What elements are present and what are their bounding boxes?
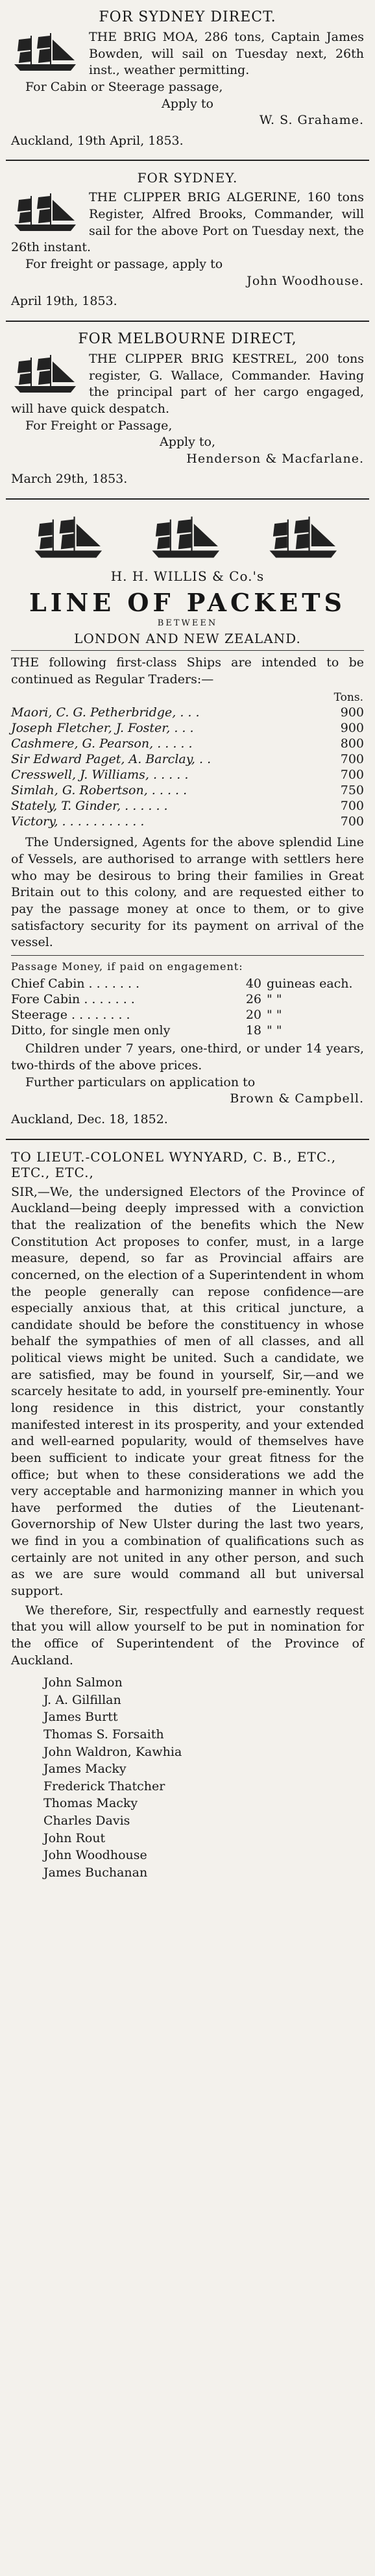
signatory: Frederick Thatcher (43, 1779, 165, 1793)
ad-heading: FOR MELBOURNE DIRECT, (78, 330, 297, 347)
ad-apply-to: Apply to, (159, 435, 215, 450)
ship-name: Simlah, G. Robertson, . . . . . (11, 783, 187, 798)
newspaper-column (6, 0, 369, 1888)
table-row (11, 783, 364, 798)
signatory: J. A. Gilfillan (43, 1692, 121, 1707)
fare-amount: 40 (245, 977, 261, 991)
table-row (11, 720, 364, 736)
ship-tons: 700 (340, 799, 364, 814)
fare-label: Ditto, for single men only (11, 1023, 171, 1038)
ad-apply-line: For Freight or Passage, (25, 418, 173, 433)
ad-date: Auckland, Dec. 18, 1852. (11, 1112, 168, 1127)
ad-heading: FOR SYDNEY DIRECT. (99, 9, 276, 25)
divider (6, 498, 369, 500)
ship-name: Cashmere, G. Pearson, . . . . . (11, 736, 193, 751)
advert-sydney-direct (6, 4, 369, 156)
signatory: John Waldron, Kawhia (43, 1744, 182, 1759)
signatory: James Burtt (43, 1710, 118, 1725)
ship-tons: 700 (340, 814, 364, 829)
divider (6, 1139, 369, 1140)
table-row (11, 814, 364, 829)
signatory: Charles Davis (43, 1813, 130, 1828)
intro-text: THE following first-class Ships are intended to be continued as Regular Traders:— (11, 655, 364, 687)
table-row (11, 1007, 364, 1023)
fare-label: Steerage . . . . . . . . (11, 1008, 130, 1023)
fare-unit: guineas each. (267, 977, 353, 991)
address-para-2: We therefore, Sir, respectfully and earnestly request that you will allow yourself to be put in nomination for the office of Superintendent of the Province of Auckland. (11, 1603, 364, 1668)
ad-apply-to: Apply to (162, 96, 213, 111)
table-row (11, 751, 364, 767)
signatory: Thomas S. Forsaith (43, 1727, 164, 1742)
fare-unit: " " (267, 1008, 282, 1023)
signatory: John Salmon (43, 1675, 123, 1690)
ad-body: THE CLIPPER BRIG ALGERINE, 160 tons Register, Alfred Brooks, Commander, will sail for the above Port on Tuesday next, the 26th instant. (11, 190, 364, 255)
between-label: BETWEEN (157, 618, 218, 629)
ad-body: THE BRIG MOA, 286 tons, Captain James Bowden, will sail on Tuesday next, 26th inst., weather permitting. (89, 30, 364, 78)
signatories-list (43, 1674, 364, 1881)
ship-icon (31, 513, 109, 565)
ship-icon (11, 191, 82, 236)
ad-agent: John Woodhouse. (247, 273, 364, 288)
ship-icon (266, 513, 344, 565)
ship-icon (149, 513, 226, 565)
passage-header: Passage Money, if paid on engagement: (11, 960, 243, 973)
fare-label: Fore Cabin . . . . . . . (11, 992, 135, 1007)
ships-illustration (11, 513, 364, 565)
ship-name: Sir Edward Paget, A. Barclay, . . (11, 752, 212, 767)
ad-heading: FOR SYDNEY. (137, 170, 238, 186)
address-para-1: SIR,—We, the undersigned Electors of the Province of Auckland—being deeply impressed with a conviction that the realization of the benefits which the New Constitution Act proposes to confer, must, in a large measure, depend, so far as Provincial affairs are concerned, on the election of a Superintendent in whom the people generally can repose confidence—are especially anxious that, at this critical juncture, a candidate should be before the constituency in whose behalf the sympathies of men of all classes, and all political views might be united. Such a candidate, we are satisfied, may be found in yourself, Sir,—and we scarcely hesitate to add, in yourself pre-eminently. Your long residence in this district, your constantly manifested interest in its prosperity, and your extended and well-earned popularity, would of themselves have been sufficient to indicate your great fitness for the office; but when to these considerations we add the very acceptable and harmonizing manner in which you have performed the duties of the Lieutenant-Governorship of New Ulster during the last two years, we find in you a combination of qualifications such as certainly are not united in any other person, and such as we are sure would command all but universal support. (11, 1184, 364, 1599)
fares-table (11, 976, 364, 1038)
ship-tons: 750 (340, 783, 364, 798)
ad-apply-line: For freight or passage, apply to (25, 257, 223, 272)
ship-icon (11, 352, 82, 398)
divider (6, 160, 369, 161)
tons-header: Tons. (333, 691, 363, 705)
fare-amount: 26 (245, 992, 261, 1007)
table-row (11, 976, 364, 991)
ships-table (11, 690, 364, 829)
ship-tons: 700 (340, 768, 364, 783)
address-to-wynyard (6, 1144, 369, 1888)
signatory: John Rout (43, 1830, 106, 1845)
undersigned-text: The Undersigned, Agents for the above splendid Line of Vessels, are authorised to arrange with settlers here who may be desirous to bring their families in Great Britain out to this colony, and are requested either to pay the passage money at once to them, or to give satisfactory security for its payment on arrival of the vessel. (11, 835, 364, 950)
fare-amount: 20 (245, 1008, 261, 1023)
address-heading: TO LIEUT.-COLONEL WYNYARD, C. B., ETC., ETC., ETC., (11, 1148, 337, 1180)
divider (6, 321, 369, 322)
fare-unit: " " (267, 992, 282, 1007)
ship-icon (11, 30, 82, 76)
table-row (11, 798, 364, 814)
divider (11, 650, 364, 651)
table-row (11, 736, 364, 751)
signatory: James Buchanan (43, 1865, 148, 1880)
signatory: John Woodhouse (43, 1848, 147, 1863)
company-name: H. H. WILLIS & Co.'s (110, 568, 265, 585)
ship-tons: 900 (340, 705, 364, 720)
fare-label: Chief Cabin . . . . . . . (11, 977, 140, 991)
ship-name: Maori, C. G. Petherbridge, . . . (11, 705, 200, 720)
ad-date: April 19th, 1853. (11, 294, 117, 309)
ad-date: March 29th, 1853. (11, 472, 128, 487)
signatory: Thomas Macky (43, 1796, 138, 1811)
divider (11, 955, 364, 956)
ad-body: THE CLIPPER BRIG KESTREL, 200 tons register, G. Wallace, Commander. Having the principal part of her cargo engaged, will have quick despatch. (11, 351, 364, 416)
ad-agent: Henderson & Macfarlane. (186, 451, 364, 466)
table-row (11, 1023, 364, 1038)
ad-date: Auckland, 19th April, 1853. (11, 133, 184, 148)
table-row (11, 767, 364, 783)
children-text: Children under 7 years, one-third, or under 14 years, two-thirds of the above prices. (11, 1041, 364, 1073)
signatory: James Macky (43, 1762, 127, 1777)
advert-melbourne-direct (6, 326, 369, 494)
ship-tons: 800 (340, 736, 364, 751)
fare-unit: " " (267, 1023, 282, 1038)
ad-apply-line: For Cabin or Steerage passage, (25, 79, 223, 94)
further-text: Further particulars on application to (25, 1075, 256, 1089)
packets-title: LINE OF PACKETS (29, 588, 346, 618)
fare-amount: 18 (245, 1023, 261, 1038)
route-heading: LONDON AND NEW ZEALAND. (74, 631, 301, 647)
ship-tons: 700 (340, 752, 364, 767)
table-row (11, 991, 364, 1007)
ship-name: Joseph Fletcher, J. Foster, . . . (11, 721, 194, 736)
table-row (11, 705, 364, 720)
ship-tons: 900 (340, 721, 364, 736)
ad-agent: W. S. Grahame. (259, 113, 364, 128)
advert-line-of-packets (6, 504, 369, 1135)
ship-name: Cresswell, J. Williams, . . . . . (11, 768, 189, 783)
ship-name: Victory, . . . . . . . . . . . (11, 814, 145, 829)
advert-sydney (6, 165, 369, 316)
ship-name: Stately, T. Ginder, . . . . . . (11, 799, 168, 814)
ad-agent: Brown & Campbell. (230, 1091, 364, 1106)
